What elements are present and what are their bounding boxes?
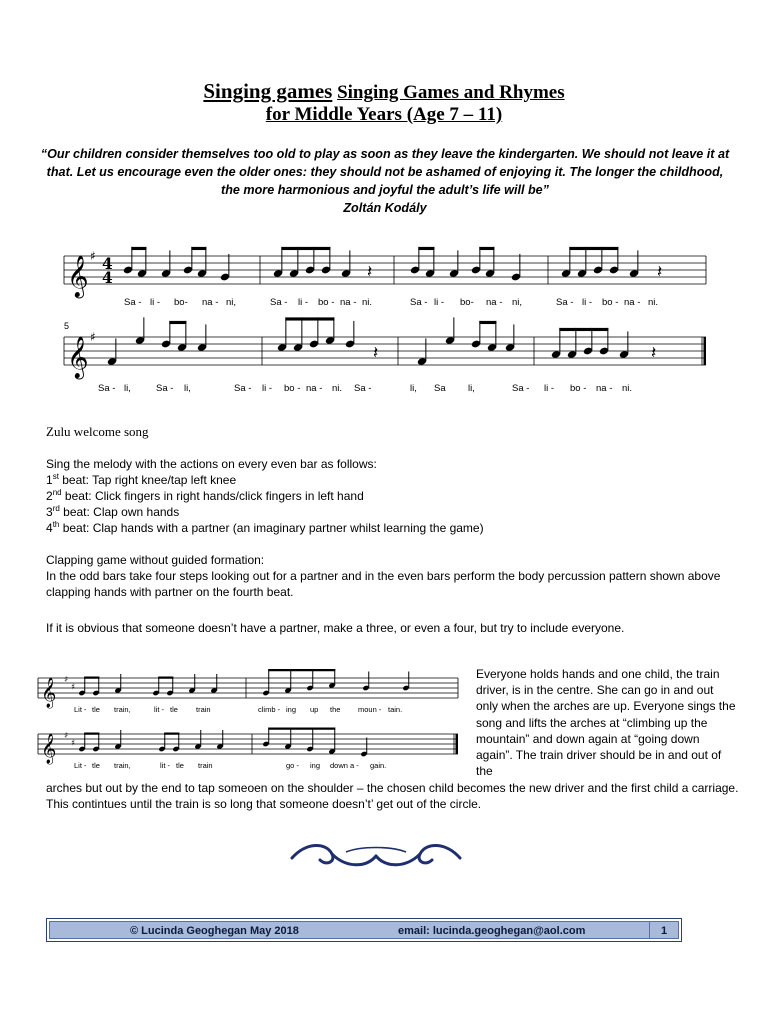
beat-ordinal: th — [52, 520, 60, 529]
note-beam — [158, 677, 173, 679]
title-part-1: Singing games — [203, 79, 333, 103]
clapping-body: In the odd bars take four steps looking out for a partner and in the even bars perform the body percussion pattern shown above clapping hands with partner on the fourth beat. — [46, 569, 721, 599]
lyric-syllable: the — [330, 705, 341, 714]
lyric-syllable: li, — [410, 383, 417, 394]
beats-list — [46, 472, 736, 536]
partner-note — [46, 620, 736, 636]
lyric-syllable: Lit - — [74, 761, 87, 770]
lyric-syllable: train, — [114, 761, 131, 770]
page-footer — [46, 918, 682, 942]
final-bar-line — [456, 734, 459, 754]
lyric-syllable: Sa - — [410, 297, 428, 308]
beat-action: Clap own hands — [93, 505, 180, 519]
note-beam — [479, 321, 496, 324]
quarter-rest-icon: 𝄽 — [373, 342, 379, 362]
lyric-syllable: down — [330, 761, 348, 770]
lyric-syllable: train — [196, 705, 211, 714]
lyric-syllable: ing — [286, 705, 297, 714]
clapping-game — [46, 552, 736, 600]
lyric-syllable: ni, — [226, 297, 237, 308]
train-game-description: Everyone holds hands and one child, the train driver, is in the centre. She can go in and out only when the arches are up. Everyone sings the song and lifts the arches at “climbing up the mountain” and down again at “going down again”. The train driver should be in and out of the — [476, 667, 736, 779]
lyric-syllable: gain. — [370, 761, 387, 770]
sheet-music-little-train — [34, 660, 466, 780]
beat-ordinal: nd — [52, 488, 62, 497]
beat-label: beat: — [59, 505, 94, 519]
note-beam — [569, 247, 618, 250]
page-subtitle: for Middle Years (Age 7 – 11) — [265, 104, 503, 125]
score-salibonani-svg — [50, 238, 718, 408]
beat-ordinal: st — [52, 472, 59, 481]
note-beam — [559, 328, 608, 331]
lyric-syllable: na - — [624, 297, 641, 308]
beat-number: 2 — [46, 489, 53, 503]
actions-intro: Sing the melody with the actions on every even bar as follows: — [46, 457, 377, 471]
lyric-syllable: lit - — [154, 705, 164, 714]
quote-text: “Our children consider themselves too old to play as soon as they leave the kindergarten. We should not leave it at that. Let us encourage even the older ones: they should not be ashamed of enjoying it. The longer the childhood, the more harmonious and joyful the adult’s life will be” — [40, 147, 730, 197]
note-beam — [169, 321, 186, 324]
lyric-syllable: li - — [582, 297, 593, 308]
lyric-syllable: Lit - — [74, 705, 87, 714]
beat-number: 4 — [46, 521, 53, 535]
note-beam — [131, 247, 146, 250]
lyric-syllable: moun - — [358, 705, 382, 714]
lyric-syllable: na - — [486, 297, 503, 308]
lyric-syllable: Sa - — [354, 383, 372, 394]
note-beam — [191, 247, 206, 250]
lyric-syllable: lit - — [160, 761, 170, 770]
lyric-syllable: ni. — [362, 297, 373, 308]
lyric-syllable: tain. — [388, 705, 403, 714]
beat-3 — [46, 504, 736, 520]
lyric-syllable: Sa - — [98, 383, 116, 394]
lyric-syllable: bo - — [318, 297, 335, 308]
key-sharp-icon: ♯ — [71, 682, 76, 693]
note-beam — [84, 733, 99, 735]
lyric-syllable: ni. — [648, 297, 659, 308]
lyric-syllable: li - — [434, 297, 445, 308]
train-game-description-continued: arches but out by the end to tap someoen on the shoulder – the chosen child becomes the new driver and the first child a carriage. This contintues until the train is so long that someone doesn’t’ get out of the circle. — [46, 781, 739, 812]
sheet-music-salibonani — [50, 238, 718, 408]
lyric-syllable: train, — [114, 705, 131, 714]
beat-4 — [46, 520, 736, 536]
beat-label: beat: — [59, 521, 93, 535]
beat-1 — [46, 472, 736, 488]
beat-number: 1 — [46, 473, 53, 487]
lyric-syllable: li, — [124, 383, 131, 394]
beat-action: Tap right knee/tap left knee — [92, 473, 237, 487]
treble-clef-icon: 𝄞 — [41, 678, 57, 708]
lyric-syllable: go - — [286, 761, 299, 770]
kodaly-quote — [40, 145, 730, 217]
note-beam — [479, 247, 494, 250]
key-sharp-icon: ♯ — [90, 330, 96, 344]
lyric-syllable: ni. — [622, 383, 633, 394]
lyric-syllable: li, — [184, 383, 191, 394]
note-beam — [285, 317, 334, 320]
partner-note-text: If it is obvious that someone doesn’t have a partner, make a three, or even a four, but try to include everyone. — [46, 621, 625, 635]
lyric-syllable: tle — [92, 761, 100, 770]
lyric-syllable: Sa - — [512, 383, 530, 394]
quarter-rest-icon: 𝄽 — [657, 261, 663, 281]
lyric-syllable: Sa - — [556, 297, 574, 308]
title-part-2: Singing Games and Rhymes — [337, 82, 565, 103]
beat-ordinal: rd — [52, 504, 60, 513]
lyric-syllable: na - — [596, 383, 613, 394]
quarter-rest-icon: 𝄽 — [651, 342, 657, 362]
lyric-syllable: li - — [298, 297, 309, 308]
lyric-syllable: ni. — [332, 383, 343, 394]
key-sharp-icon: ♯ — [64, 731, 69, 741]
note-beam — [84, 677, 99, 679]
quarter-rest-icon: 𝄽 — [367, 261, 373, 281]
lyric-syllable: tle — [170, 705, 178, 714]
lyric-syllable: li - — [262, 383, 273, 394]
lyric-syllable: bo- — [174, 297, 188, 308]
lyric-syllable: bo - — [284, 383, 301, 394]
lyric-syllable: Sa - — [124, 297, 142, 308]
page-title — [0, 80, 768, 104]
lyric-syllable: na - — [340, 297, 357, 308]
beat-number: 3 — [46, 505, 53, 519]
time-signature: 4 — [102, 255, 113, 273]
footer-bar — [49, 921, 679, 939]
treble-clef-icon: 𝄞 — [67, 254, 89, 298]
key-sharp-icon: ♯ — [64, 675, 69, 685]
treble-clef-icon: 𝄞 — [67, 335, 89, 379]
lyric-syllable: tle — [92, 705, 100, 714]
footer-email: email: lucinda.geoghegan@aol.com — [398, 925, 586, 937]
lyric-syllable: Sa - — [156, 383, 174, 394]
lyric-syllable: climb - — [258, 705, 281, 714]
lyric-syllable: Sa - — [270, 297, 288, 308]
lyric-syllable: bo - — [602, 297, 619, 308]
lyric-syllable: up — [310, 705, 319, 714]
lyric-syllable: ni, — [512, 297, 523, 308]
measure-number: 5 — [64, 321, 70, 331]
note-beam — [418, 247, 434, 250]
lyric-syllable: train — [198, 761, 213, 770]
actions-instructions — [46, 456, 736, 536]
lyric-syllable: bo - — [570, 383, 587, 394]
lyric-syllable: li - — [544, 383, 555, 394]
beat-2 — [46, 488, 736, 504]
lyric-syllable: Sa — [434, 383, 446, 394]
beat-action: Click fingers in right hands/click fingers in left hand — [94, 489, 364, 503]
key-sharp-icon: ♯ — [71, 738, 76, 749]
note-beam — [268, 728, 335, 730]
beat-action: Clap hands with a partner (an imaginary partner whilst learning the game) — [92, 521, 484, 535]
page-number: 1 — [649, 922, 678, 938]
final-bar-line — [704, 337, 707, 365]
lyric-syllable: li - — [150, 297, 161, 308]
clapping-heading: Clapping game without guided formation: — [46, 553, 265, 567]
lyric-syllable: tle — [176, 761, 184, 770]
quote-author: Zoltán Kodály — [343, 201, 427, 215]
lyric-syllable: bo- — [460, 297, 474, 308]
lyric-syllable: li, — [468, 383, 475, 394]
lyric-syllable: a - — [350, 761, 359, 770]
lyric-syllable: na - — [306, 383, 323, 394]
lyric-syllable: ing — [310, 761, 321, 770]
footer-copyright: © Lucinda Geoghegan May 2018 — [130, 925, 299, 937]
lyric-syllable: Sa - — [234, 383, 252, 394]
beat-label: beat: — [61, 489, 95, 503]
time-signature: 4 — [102, 269, 113, 287]
note-beam — [281, 247, 330, 250]
song-caption: Zulu welcome song — [46, 424, 149, 439]
decorative-flourish-icon — [286, 838, 466, 879]
lyric-syllable: na - — [202, 297, 219, 308]
key-sharp-icon: ♯ — [90, 249, 96, 263]
note-beam — [268, 669, 335, 671]
treble-clef-icon: 𝄞 — [41, 734, 57, 764]
note-beam — [164, 733, 179, 735]
beat-label: beat: — [58, 473, 93, 487]
score-little-train-svg — [34, 660, 466, 780]
